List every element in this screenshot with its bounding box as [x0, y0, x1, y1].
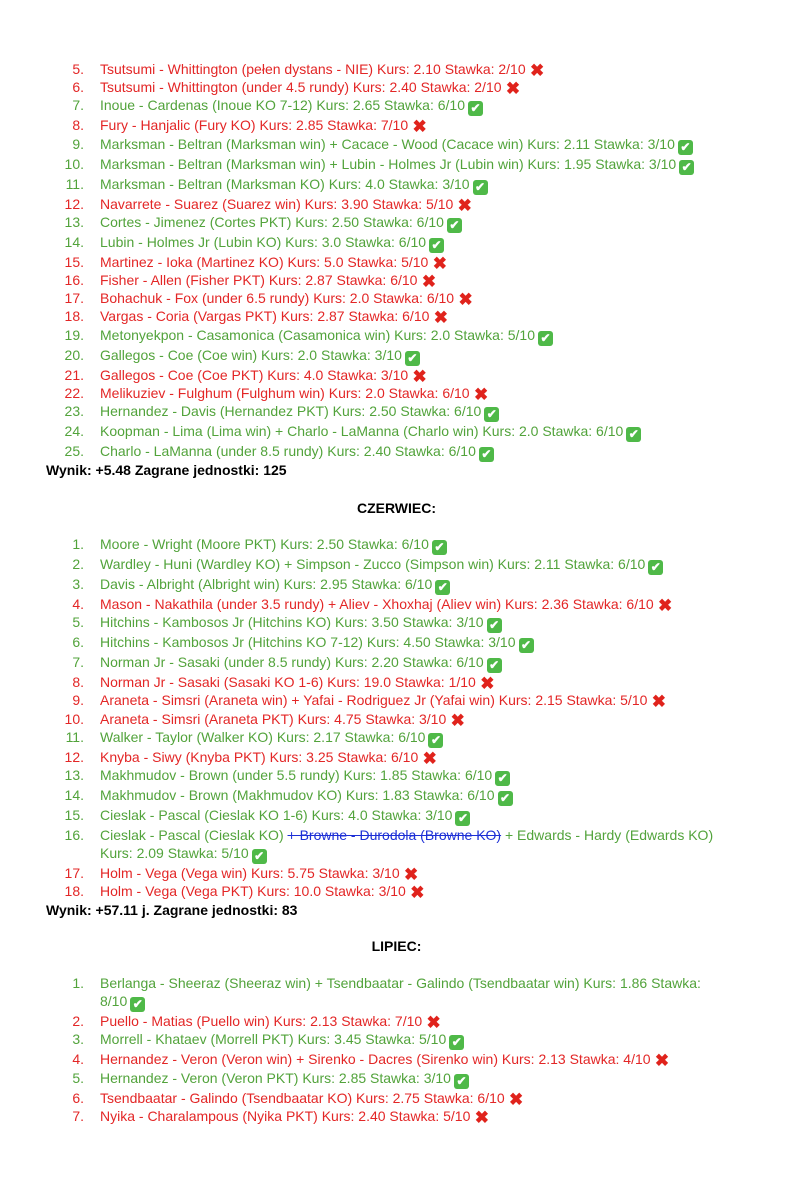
check-mark-icon: ✔: [487, 618, 502, 633]
check-mark-icon: ✔: [130, 997, 145, 1012]
bet-item: [0, 691, 793, 712]
check-mark-icon: ✔: [454, 1074, 469, 1089]
bet-item: [0, 96, 793, 116]
bet-text: Bohachuk - Fox (under 6.5 rundy) Kurs: 2.0 Stawka: 6/10: [100, 290, 455, 307]
bet-item: [0, 575, 793, 595]
bet-text: Gallegos - Coe (Coe PKT) Kurs: 4.0 Stawka: 3/10: [100, 366, 409, 383]
bet-number: 3.: [72, 1031, 84, 1048]
bet-number: 17.: [64, 290, 84, 307]
bet-text: Charlo - LaManna (under 8.5 rundy) Kurs: 2.40 Stawka: 6/10: [100, 443, 476, 460]
bet-text: Holm - Vega (Vega win) Kurs: 5.75 Stawka: 3/10: [100, 865, 400, 882]
bet-number: 22.: [64, 384, 84, 401]
bet-number: 6.: [72, 79, 84, 96]
bet-number: 1.: [72, 975, 84, 991]
bet-item: [0, 213, 793, 233]
check-mark-icon: ✔: [429, 238, 444, 253]
bet-text: Holm - Vega (Vega PKT) Kurs: 10.0 Stawka: 3/10: [100, 883, 406, 900]
bet-list-july: [0, 974, 793, 1125]
cross-mark-icon: ✖: [412, 366, 427, 386]
bet-number: 17.: [64, 865, 84, 882]
bet-number: 12.: [64, 195, 84, 212]
bet-number: 5.: [72, 61, 84, 77]
bet-text: Melikuziev - Fulghum (Fulghum win) Kurs: 2.0 Stawka: 6/10: [100, 384, 470, 401]
check-mark-icon: ✔: [473, 180, 488, 195]
bet-item: [0, 175, 793, 195]
bet-item: [0, 864, 793, 885]
bet-item: [0, 766, 793, 786]
bet-item: [0, 384, 793, 402]
cross-mark-icon: ✖: [422, 748, 437, 768]
bet-text: Davis - Albright (Albright win) Kurs: 2.95 Stawka: 6/10: [100, 576, 433, 592]
check-mark-icon: ✔: [468, 101, 483, 116]
bet-text: Tsutsumi - Whittington (pełen dystans - NIE) Kurs: 2.10 Stawka: 2/10: [100, 61, 526, 77]
check-mark-icon: ✔: [479, 447, 494, 462]
bet-text: Cieslak - Pascal (Cieslak KO): [100, 827, 284, 844]
bet-text: Makhmudov - Brown (under 5.5 rundy) Kurs: 1.85 Stawka: 6/10: [100, 767, 493, 784]
bet-number: 8.: [72, 674, 84, 691]
bet-item: [0, 78, 793, 99]
bet-item: [0, 422, 793, 442]
bet-text: Araneta - Simsri (Araneta win) + Yafai - Rodriguez Jr (Yafai win) Kurs: 2.15 Stawka: 5/10: [100, 692, 648, 709]
bet-list-june: [0, 535, 793, 901]
cross-mark-icon: ✖: [474, 1107, 489, 1127]
bet-number: 8.: [72, 117, 84, 134]
cross-mark-icon: ✖: [480, 674, 495, 694]
bet-text-continued: + Edwards - Hardy (Edwards KO) Kurs: 2.09 Stawka: 5/10: [100, 827, 714, 862]
bet-text: Knyba - Siwy (Knyba PKT) Kurs: 3.25 Stawka: 6/10: [100, 748, 419, 765]
bet-number: 3.: [72, 576, 84, 592]
cross-mark-icon: ✖: [530, 61, 545, 80]
bet-text: Tsendbaatar - Galindo (Tsendbaatar KO) Kurs: 2.75 Stawka: 6/10: [100, 1089, 505, 1106]
bet-number: 2.: [72, 1013, 84, 1030]
bet-number: 15.: [64, 253, 84, 270]
bet-item: [0, 1012, 793, 1033]
bet-number: 19.: [64, 326, 84, 343]
bet-item: [0, 155, 793, 175]
bet-item: [0, 366, 793, 384]
bet-number: 14.: [64, 233, 84, 250]
bet-text: Marksman - Beltran (Marksman win) + Cacace - Wood (Cacace win) Kurs: 2.11 Stawka: 3/10: [100, 135, 675, 152]
section-heading-july: LIPIEC:: [371, 938, 422, 954]
bet-text: Hitchins - Kambosos Jr (Hitchins KO) Kurs: 3.50 Stawka: 3/10: [100, 614, 484, 631]
bet-text-struck: + Browne - Durodola (Browne KO): [287, 827, 502, 844]
check-mark-icon: ✔: [648, 560, 663, 575]
bet-item: [0, 402, 793, 422]
bet-text: Moore - Wright (Moore PKT) Kurs: 2.50 Stawka: 6/10: [100, 536, 429, 552]
check-mark-icon: ✔: [678, 140, 693, 155]
bet-number: 9.: [72, 135, 84, 152]
bet-number: 20.: [64, 346, 84, 363]
bet-number: 6.: [72, 1089, 84, 1106]
bet-item: [0, 710, 793, 728]
bet-number: 7.: [72, 97, 84, 114]
cross-mark-icon: ✖: [509, 1089, 524, 1109]
check-mark-icon: ✔: [495, 771, 510, 786]
bet-number: 25.: [64, 443, 84, 460]
summary-june: Wynik: +57.11 j. Zagrane jednostki: 83: [46, 902, 298, 918]
bet-item: [0, 974, 793, 1012]
bet-item: [0, 1030, 793, 1050]
bet-item: [0, 1050, 793, 1071]
check-mark-icon: ✔: [455, 811, 470, 826]
bet-text: Berlanga - Sheeraz (Sheeraz win) + Tsendbaatar - Galindo (Tsendbaatar win) Kurs: 1.86 Stawka: 8/10: [100, 975, 701, 1010]
cross-mark-icon: ✖: [654, 1051, 670, 1071]
cross-mark-icon: ✖: [426, 1013, 441, 1033]
bet-text: Cieslak - Pascal (Cieslak KO 1-6) Kurs: 4.0 Stawka: 3/10: [100, 807, 453, 824]
bet-item: [0, 195, 793, 213]
bet-number: 24.: [64, 423, 84, 440]
bet-item: [0, 289, 793, 310]
bet-text: Hernandez - Veron (Veron PKT) Kurs: 2.85 Stawka: 3/10: [100, 1069, 451, 1086]
bet-number: 9.: [72, 692, 84, 709]
bet-text: Koopman - Lima (Lima win) + Charlo - LaManna (Charlo win) Kurs: 2.0 Stawka: 6/10: [100, 423, 624, 440]
bet-item: [0, 60, 793, 78]
bet-text: Martinez - Ioka (Martinez KO) Kurs: 5.0 Stawka: 5/10: [100, 253, 429, 270]
bet-item: [0, 613, 793, 633]
bet-item: [0, 882, 793, 903]
bet-number: 11.: [65, 728, 84, 745]
bet-text: Marksman - Beltran (Marksman KO) Kurs: 4.0 Stawka: 3/10: [100, 175, 470, 192]
bet-text: Morrell - Khataev (Morrell PKT) Kurs: 3.45 Stawka: 5/10: [100, 1031, 447, 1048]
bet-list-may: [0, 60, 793, 462]
bet-item: [0, 116, 793, 137]
bet-text: Walker - Taylor (Walker KO) Kurs: 2.17 Stawka: 6/10: [100, 728, 426, 745]
bet-number: 16.: [64, 827, 84, 844]
bet-number: 21.: [64, 366, 84, 383]
check-mark-icon: ✔: [252, 849, 267, 864]
bet-number: 5.: [72, 614, 84, 631]
bet-number: 7.: [72, 654, 84, 671]
bet-item: [0, 535, 793, 555]
bet-item: [0, 307, 793, 328]
bet-number: 15.: [64, 807, 84, 824]
bet-number: 11.: [65, 175, 84, 192]
bet-number: 13.: [64, 767, 84, 784]
bet-item: [0, 826, 793, 864]
bet-number: 4.: [72, 596, 84, 612]
check-mark-icon: ✔: [626, 427, 641, 442]
check-mark-icon: ✔: [487, 658, 502, 673]
check-mark-icon: ✔: [484, 407, 499, 422]
bet-item: [0, 653, 793, 673]
bet-item: [0, 1107, 793, 1125]
bet-text: Norman Jr - Sasaki (under 8.5 rundy) Kurs: 2.20 Stawka: 6/10: [100, 654, 484, 671]
bet-item: [0, 806, 793, 826]
check-mark-icon: ✔: [432, 540, 447, 555]
bet-number: 16.: [64, 272, 84, 289]
cross-mark-icon: ✖: [658, 596, 673, 615]
check-mark-icon: ✔: [679, 160, 694, 175]
bet-number: 5.: [72, 1069, 84, 1086]
bet-number: 23.: [64, 403, 84, 420]
bet-item: [0, 673, 793, 694]
bet-text: Lubin - Holmes Jr (Lubin KO) Kurs: 3.0 Stawka: 6/10: [100, 233, 427, 250]
bet-text: Nyika - Charalampous (Nyika PKT) Kurs: 2.40 Stawka: 5/10: [100, 1107, 471, 1124]
bet-item: [0, 326, 793, 346]
bet-text: Fury - Hanjalic (Fury KO) Kurs: 2.85 Stawka: 7/10: [100, 117, 409, 134]
cross-mark-icon: ✖: [403, 865, 419, 885]
bet-text: Tsutsumi - Whittington (under 4.5 rundy) Kurs: 2.40 Stawka: 2/10: [100, 79, 502, 96]
bet-item: [0, 271, 793, 292]
check-mark-icon: ✔: [447, 218, 462, 233]
bet-number: 13.: [64, 213, 84, 230]
section-heading-june: CZERWIEC:: [356, 500, 437, 516]
bet-text: Fisher - Allen (Fisher PKT) Kurs: 2.87 Stawka: 6/10: [100, 272, 418, 289]
bet-item: [0, 442, 793, 462]
bet-number: 6.: [72, 634, 84, 651]
bet-item: [0, 555, 793, 575]
bet-text: Hernandez - Veron (Veron win) + Sirenko - Dacres (Sirenko win) Kurs: 2.13 Stawka: 4/10: [100, 1051, 651, 1068]
bet-number: 18.: [64, 883, 84, 900]
cross-mark-icon: ✖: [651, 692, 667, 712]
bet-item: [0, 346, 793, 366]
bet-item: [0, 633, 793, 653]
cross-mark-icon: ✖: [473, 384, 489, 404]
bet-number: 14.: [64, 787, 84, 804]
cross-mark-icon: ✖: [458, 290, 473, 310]
cross-mark-icon: ✖: [457, 195, 472, 215]
bet-item: [0, 135, 793, 155]
cross-mark-icon: ✖: [432, 253, 447, 273]
check-mark-icon: ✔: [519, 638, 534, 653]
bet-number: 4.: [72, 1051, 84, 1068]
bet-number: 10.: [64, 155, 84, 172]
bet-item: [0, 1089, 793, 1107]
bet-number: 7.: [72, 1107, 84, 1124]
bet-number: 18.: [64, 308, 84, 325]
bet-text: Wardley - Huni (Wardley KO) + Simpson - Zucco (Simpson win) Kurs: 2.11 Stawka: 6/10: [100, 556, 646, 572]
bet-text: Navarrete - Suarez (Suarez win) Kurs: 3.90 Stawka: 5/10: [100, 195, 454, 212]
bet-text: Norman Jr - Sasaki (Sasaki KO 1-6) Kurs: 19.0 Stawka: 1/10: [100, 674, 476, 691]
bet-text: Puello - Matias (Puello win) Kurs: 2.13 Stawka: 7/10: [100, 1013, 423, 1030]
bet-text: Cortes - Jimenez (Cortes PKT) Kurs: 2.50 Stawka: 6/10: [100, 213, 444, 230]
bet-item: [0, 253, 793, 271]
bet-text: Vargas - Coria (Vargas PKT) Kurs: 2.87 Stawka: 6/10: [100, 308, 430, 325]
bet-text: Hernandez - Davis (Hernandez PKT) Kurs: 2.50 Stawka: 6/10: [100, 403, 482, 420]
bet-item: [0, 1069, 793, 1089]
bet-number: 12.: [64, 748, 84, 765]
summary-may: Wynik: +5.48 Zagrane jednostki: 125: [46, 462, 287, 478]
bet-text: Inoue - Cardenas (Inoue KO 7-12) Kurs: 2.65 Stawka: 6/10: [100, 97, 465, 114]
bet-text: Araneta - Simsri (Araneta PKT) Kurs: 4.75 Stawka: 3/10: [100, 710, 447, 727]
check-mark-icon: ✔: [538, 331, 553, 346]
bet-item: [0, 748, 793, 766]
bet-number: 2.: [72, 556, 84, 572]
bet-number: 10.: [64, 710, 84, 727]
bet-item: [0, 595, 793, 613]
bet-text: Hitchins - Kambosos Jr (Hitchins KO 7-12) Kurs: 4.50 Stawka: 3/10: [100, 634, 516, 651]
cross-mark-icon: ✖: [410, 883, 425, 903]
bet-item: [0, 233, 793, 253]
check-mark-icon: ✔: [498, 791, 513, 806]
bet-text: Mason - Nakathila (under 3.5 rundy) + Aliev - Xhoxhaj (Aliev win) Kurs: 2.36 Stawka: 6/10: [100, 596, 654, 612]
bet-text: Metonyekpon - Casamonica (Casamonica win) Kurs: 2.0 Stawka: 5/10: [100, 326, 535, 343]
cross-mark-icon: ✖: [421, 272, 437, 292]
bet-item: [0, 728, 793, 748]
cross-mark-icon: ✖: [412, 117, 427, 137]
bet-item: [0, 786, 793, 806]
bet-text: Marksman - Beltran (Marksman win) + Lubin - Holmes Jr (Lubin win) Kurs: 1.95 Stawka: 3/10: [100, 155, 677, 172]
check-mark-icon: ✔: [428, 733, 443, 748]
bet-number: 1.: [72, 536, 84, 552]
cross-mark-icon: ✖: [450, 710, 465, 730]
cross-mark-icon: ✖: [505, 79, 521, 99]
bet-text: Gallegos - Coe (Coe win) Kurs: 2.0 Stawka: 3/10: [100, 346, 402, 363]
check-mark-icon: ✔: [435, 580, 450, 595]
check-mark-icon: ✔: [449, 1035, 464, 1050]
cross-mark-icon: ✖: [433, 308, 449, 328]
bet-text: Makhmudov - Brown (Makhmudov KO) Kurs: 1.83 Stawka: 6/10: [100, 787, 495, 804]
check-mark-icon: ✔: [405, 351, 420, 366]
